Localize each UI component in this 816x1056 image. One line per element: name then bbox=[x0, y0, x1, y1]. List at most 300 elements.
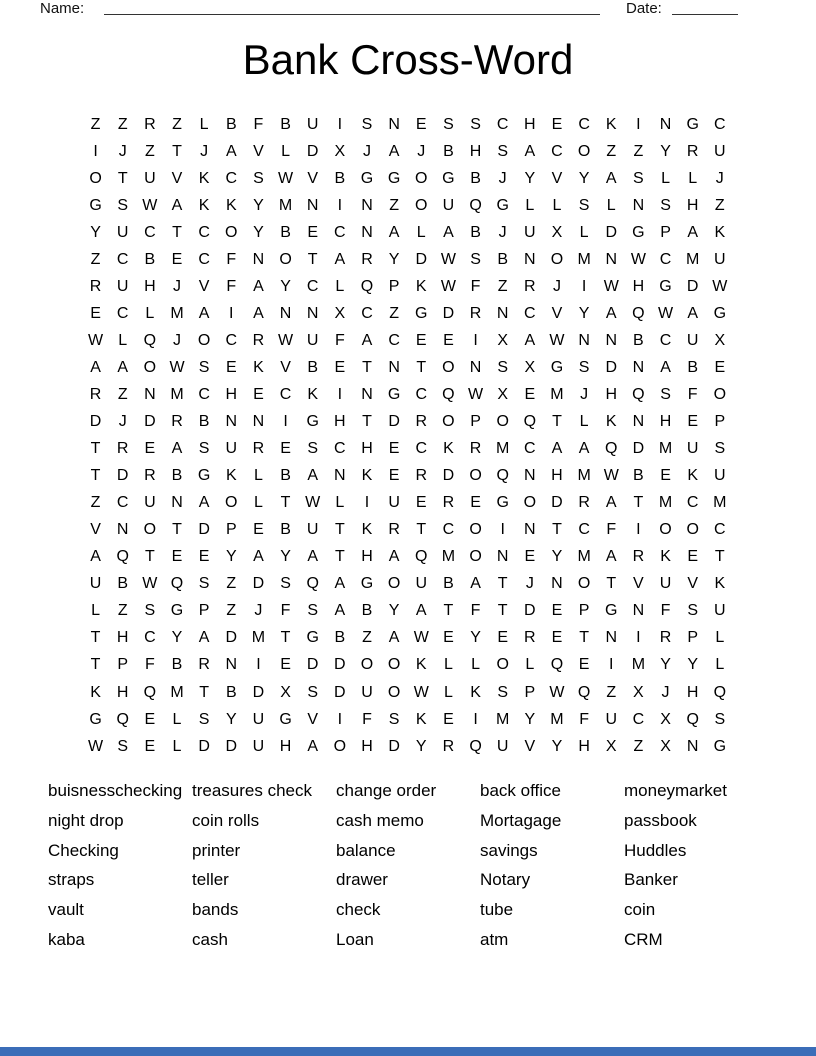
grid-letter: B bbox=[470, 169, 481, 187]
grid-letter: R bbox=[388, 521, 400, 539]
grid-letter: J bbox=[498, 223, 507, 241]
grid-letter: A bbox=[687, 223, 698, 241]
grid-letter: S bbox=[144, 602, 156, 620]
grid-letter: O bbox=[415, 169, 428, 187]
grid-letter: G bbox=[415, 304, 428, 322]
grid-letter: V bbox=[171, 169, 183, 187]
grid-letter: I bbox=[337, 115, 343, 133]
grid-letter: K bbox=[714, 575, 726, 593]
grid-letter: E bbox=[144, 710, 156, 728]
grid-letter: Q bbox=[442, 385, 455, 403]
grid-letter: R bbox=[252, 331, 265, 349]
page-title: Bank Cross-Word bbox=[242, 36, 574, 83]
grid-letter: F bbox=[362, 710, 372, 728]
grid-letter: N bbox=[605, 250, 618, 268]
word-list-item: check bbox=[336, 900, 381, 920]
grid-letter: V bbox=[633, 575, 644, 593]
grid-letter: S bbox=[660, 385, 671, 403]
grid-letter: M bbox=[496, 710, 510, 728]
grid-letter: N bbox=[496, 304, 509, 322]
grid-letter: Z bbox=[117, 385, 128, 403]
grid-letter: B bbox=[171, 467, 183, 485]
grid-letter: M bbox=[170, 385, 184, 403]
grid-letter: B bbox=[198, 413, 210, 431]
word-list bbox=[0, 776, 816, 966]
grid-letter: N bbox=[306, 304, 319, 322]
grid-letter: N bbox=[361, 385, 373, 403]
grid-letter: Y bbox=[388, 602, 400, 620]
grid-letter: Z bbox=[144, 142, 155, 160]
grid-letter: A bbox=[253, 277, 264, 295]
grid-letter: P bbox=[117, 656, 129, 674]
grid-letter: H bbox=[686, 196, 699, 214]
grid-letter: I bbox=[364, 494, 370, 512]
grid-letter: E bbox=[660, 467, 671, 485]
grid-letter: L bbox=[91, 602, 101, 620]
grid-letter: B bbox=[687, 358, 698, 376]
grid-letter: Z bbox=[90, 494, 101, 512]
grid-letter: H bbox=[578, 737, 590, 755]
grid-letter: L bbox=[335, 277, 345, 295]
grid-letter: R bbox=[252, 440, 265, 458]
grid-letter: M bbox=[441, 548, 456, 566]
grid-letter: I bbox=[93, 142, 98, 160]
grid-letter: J bbox=[254, 602, 263, 620]
grid-letter: H bbox=[659, 413, 672, 431]
grid-letter: N bbox=[605, 331, 618, 349]
grid-letter: M bbox=[658, 494, 673, 512]
grid-letter: S bbox=[253, 169, 264, 187]
grid-letter: O bbox=[415, 196, 428, 214]
word-list-item: change order bbox=[336, 781, 437, 800]
grid-letter: Y bbox=[551, 737, 563, 755]
grid-letter: G bbox=[713, 737, 727, 755]
grid-letter: N bbox=[605, 629, 618, 647]
grid-letter: W bbox=[169, 358, 185, 376]
grid-letter: X bbox=[497, 385, 509, 403]
grid-letter: J bbox=[172, 331, 181, 349]
grid-letter: C bbox=[388, 331, 400, 349]
grid-letter: Y bbox=[551, 548, 563, 566]
grid-letter: V bbox=[253, 142, 264, 160]
grid-letter: G bbox=[442, 169, 455, 187]
grid-letter: T bbox=[416, 358, 427, 376]
grid-letter: U bbox=[686, 331, 699, 349]
grid-letter: N bbox=[632, 358, 645, 376]
grid-letter: G bbox=[496, 196, 509, 214]
grid-letter: N bbox=[524, 467, 536, 485]
grid-letter: W bbox=[413, 629, 429, 647]
grid-letter: Q bbox=[415, 548, 428, 566]
grid-letter: G bbox=[306, 629, 319, 647]
grid-letter: R bbox=[144, 467, 156, 485]
grid-letter: A bbox=[388, 142, 400, 160]
grid-letter: N bbox=[171, 494, 183, 512]
grid-letter: K bbox=[198, 196, 210, 214]
grid-letter: C bbox=[279, 385, 292, 403]
grid-letter: N bbox=[659, 115, 672, 133]
grid-letter: A bbox=[443, 223, 454, 241]
grid-letter: U bbox=[361, 683, 373, 701]
grid-letter: W bbox=[88, 737, 104, 755]
grid-letter: O bbox=[523, 494, 537, 512]
grid-letter: C bbox=[334, 440, 346, 458]
grid-letter: B bbox=[144, 250, 156, 268]
grid-letter: X bbox=[280, 683, 291, 701]
grid-letter: S bbox=[198, 358, 210, 376]
grid-letter: E bbox=[280, 440, 291, 458]
grid-letter: I bbox=[500, 521, 505, 539]
grid-letter: R bbox=[415, 467, 428, 485]
grid-letter: D bbox=[632, 440, 645, 458]
grid-letter: M bbox=[686, 250, 700, 268]
grid-letter: A bbox=[171, 440, 183, 458]
grid-letter: R bbox=[361, 250, 373, 268]
grid-letter: Y bbox=[578, 169, 590, 187]
grid-letter: Z bbox=[497, 277, 508, 295]
grid-letter: U bbox=[306, 521, 319, 539]
grid-letter: D bbox=[388, 737, 400, 755]
grid-letter: E bbox=[415, 115, 427, 133]
grid-letter: F bbox=[226, 277, 237, 295]
grid-letter: Z bbox=[606, 683, 617, 701]
grid-letter: X bbox=[714, 331, 726, 349]
grid-letter: E bbox=[714, 358, 726, 376]
grid-letter: N bbox=[632, 602, 645, 620]
grid-letter: N bbox=[578, 331, 590, 349]
grid-letter: K bbox=[415, 710, 427, 728]
grid-letter: G bbox=[632, 223, 645, 241]
grid-letter: M bbox=[170, 304, 184, 322]
grid-letter: T bbox=[552, 521, 562, 539]
grid-letter: S bbox=[497, 683, 509, 701]
grid-letter: O bbox=[469, 548, 482, 566]
grid-letter: E bbox=[687, 413, 698, 431]
grid-letter: C bbox=[116, 304, 129, 322]
grid-letter: C bbox=[225, 331, 238, 349]
grid-letter: Q bbox=[550, 656, 564, 674]
grid-letter: F bbox=[144, 656, 155, 674]
grid-letter: B bbox=[225, 115, 237, 133]
grid-letter: G bbox=[387, 169, 401, 187]
grid-letter: Z bbox=[226, 602, 237, 620]
grid-letter: R bbox=[116, 440, 129, 458]
grid-letter: C bbox=[306, 277, 319, 295]
word-list-item: buisnesschecking bbox=[48, 781, 183, 800]
grid-letter: L bbox=[525, 656, 535, 674]
grid-letter: T bbox=[362, 358, 372, 376]
grid-letter: O bbox=[713, 385, 727, 403]
grid-letter: C bbox=[659, 331, 672, 349]
grid-letter: A bbox=[90, 548, 101, 566]
grid-letter: H bbox=[469, 142, 482, 160]
grid-letter: I bbox=[337, 385, 343, 403]
grid-letter: K bbox=[470, 683, 481, 701]
word-list-item: balance bbox=[336, 840, 396, 860]
grid-letter: T bbox=[90, 629, 101, 647]
grid-letter: U bbox=[714, 467, 726, 485]
grid-letter: R bbox=[469, 440, 482, 458]
grid-letter: A bbox=[388, 223, 400, 241]
word-list-column bbox=[336, 776, 436, 955]
grid-letter: Y bbox=[388, 250, 400, 268]
grid-letter: K bbox=[605, 413, 617, 431]
grid-letter: B bbox=[443, 575, 454, 593]
grid-letter: L bbox=[443, 656, 453, 674]
grid-letter: R bbox=[524, 277, 536, 295]
grid-letter: D bbox=[252, 683, 265, 701]
grid-letter: C bbox=[334, 223, 346, 241]
grid-letter: E bbox=[388, 440, 400, 458]
grid-letter: E bbox=[687, 548, 698, 566]
grid-letter: E bbox=[551, 629, 563, 647]
grid-letter: Y bbox=[253, 196, 264, 214]
grid-letter: N bbox=[632, 413, 645, 431]
grid-letter: G bbox=[686, 115, 699, 133]
grid-letter: A bbox=[605, 548, 617, 566]
grid-letter: K bbox=[443, 440, 454, 458]
grid-letter: A bbox=[470, 575, 481, 593]
grid-letter: Y bbox=[253, 223, 264, 241]
word-list-item: cash memo bbox=[336, 810, 424, 830]
word-list-item: treasures check bbox=[192, 781, 312, 800]
grid-letter: C bbox=[496, 115, 509, 133]
grid-letter: L bbox=[688, 169, 698, 187]
grid-letter: V bbox=[687, 575, 698, 593]
grid-letter: Y bbox=[578, 304, 590, 322]
grid-letter: W bbox=[142, 575, 158, 593]
grid-letter: K bbox=[253, 358, 264, 376]
grid-letter: U bbox=[116, 277, 129, 295]
grid-letter: C bbox=[415, 440, 428, 458]
grid-letter: W bbox=[549, 331, 565, 349]
grid-letter: D bbox=[605, 358, 618, 376]
grid-letter: T bbox=[172, 142, 182, 160]
grid-letter: H bbox=[605, 385, 618, 403]
word-list-item: Mortagage bbox=[480, 810, 562, 830]
grid-letter: U bbox=[306, 331, 319, 349]
grid-letter: B bbox=[280, 467, 291, 485]
grid-letter: W bbox=[712, 277, 728, 295]
grid-letter: T bbox=[199, 683, 210, 701]
grid-letter: U bbox=[89, 575, 102, 593]
grid-letter: C bbox=[551, 142, 563, 160]
grid-letter: E bbox=[524, 385, 536, 403]
grid-letter: B bbox=[633, 331, 644, 349]
grid-letter: H bbox=[551, 467, 563, 485]
word-search-grid bbox=[82, 111, 733, 760]
grid-letter: O bbox=[225, 223, 238, 241]
grid-letter: S bbox=[307, 683, 319, 701]
grid-letter: K bbox=[361, 467, 373, 485]
grid-letter: S bbox=[470, 115, 481, 133]
grid-letter: U bbox=[714, 142, 726, 160]
grid-letter: U bbox=[225, 440, 238, 458]
grid-letter: S bbox=[687, 602, 698, 620]
grid-letter: I bbox=[473, 331, 478, 349]
grid-letter: G bbox=[659, 277, 672, 295]
grid-letter: S bbox=[714, 440, 726, 458]
grid-letter: K bbox=[307, 385, 319, 403]
grid-letter: J bbox=[118, 142, 127, 160]
grid-letter: G bbox=[605, 602, 618, 620]
grid-letter: G bbox=[197, 467, 211, 485]
word-list-item: passbook bbox=[624, 810, 697, 830]
date-fill-in-line bbox=[672, 14, 738, 15]
grid-letter: S bbox=[198, 575, 210, 593]
grid-letter: T bbox=[552, 413, 562, 431]
grid-letter: Q bbox=[632, 304, 645, 322]
grid-letter: D bbox=[605, 223, 618, 241]
grid-letter: D bbox=[225, 737, 238, 755]
grid-letter: J bbox=[525, 575, 534, 593]
grid-letter: W bbox=[630, 250, 646, 268]
grid-letter: U bbox=[252, 710, 265, 728]
grid-letter: Q bbox=[170, 575, 184, 593]
grid-letter: E bbox=[443, 710, 454, 728]
grid-letter: E bbox=[253, 521, 264, 539]
grid-letter: I bbox=[337, 710, 343, 728]
grid-letter: Y bbox=[280, 277, 291, 295]
grid-letter: G bbox=[496, 494, 509, 512]
grid-letter: T bbox=[172, 223, 182, 241]
grid-letter: G bbox=[360, 169, 374, 187]
grid-letter: U bbox=[605, 710, 618, 728]
grid-letter: O bbox=[197, 331, 211, 349]
grid-letter: N bbox=[361, 223, 373, 241]
grid-letter: U bbox=[144, 169, 156, 187]
grid-letter: E bbox=[470, 494, 481, 512]
grid-letter: E bbox=[171, 548, 183, 566]
grid-letter: K bbox=[687, 467, 698, 485]
grid-letter: N bbox=[144, 385, 156, 403]
grid-letter: O bbox=[143, 521, 157, 539]
grid-letter: O bbox=[469, 521, 482, 539]
grid-letter: A bbox=[388, 629, 400, 647]
grid-letter: R bbox=[469, 304, 482, 322]
grid-letter: W bbox=[549, 683, 565, 701]
grid-letter: Z bbox=[633, 142, 644, 160]
grid-letter: C bbox=[361, 304, 373, 322]
grid-letter: N bbox=[361, 196, 373, 214]
grid-letter: M bbox=[170, 683, 184, 701]
grid-letter: Z bbox=[172, 115, 182, 133]
grid-letter: W bbox=[413, 683, 429, 701]
grid-letter: P bbox=[687, 629, 698, 647]
grid-letter: K bbox=[225, 467, 237, 485]
grid-letter: G bbox=[279, 710, 292, 728]
grid-letter: L bbox=[145, 304, 155, 322]
grid-letter: J bbox=[200, 142, 209, 160]
grid-letter: M bbox=[577, 548, 591, 566]
grid-letter: B bbox=[280, 223, 291, 241]
word-list-item: Checking bbox=[48, 840, 119, 860]
grid-letter: T bbox=[497, 602, 508, 620]
grid-letter: L bbox=[715, 656, 725, 674]
grid-letter: P bbox=[660, 223, 671, 241]
grid-letter: V bbox=[551, 169, 563, 187]
grid-letter: H bbox=[686, 683, 699, 701]
grid-letter: T bbox=[90, 467, 101, 485]
grid-letter: R bbox=[578, 494, 590, 512]
grid-letter: X bbox=[660, 710, 671, 728]
grid-letter: A bbox=[415, 602, 427, 620]
grid-letter: I bbox=[473, 710, 478, 728]
grid-letter: J bbox=[417, 142, 426, 160]
grid-letter: G bbox=[170, 602, 184, 620]
word-list-item: Huddles bbox=[624, 840, 687, 860]
grid-letter: N bbox=[388, 115, 400, 133]
grid-letter: Z bbox=[362, 629, 372, 647]
grid-letter: G bbox=[306, 413, 319, 431]
grid-letter: O bbox=[143, 358, 157, 376]
word-list-column bbox=[48, 776, 182, 955]
grid-letter: T bbox=[362, 413, 372, 431]
name-label: Name: bbox=[40, 0, 85, 17]
grid-letter: A bbox=[253, 304, 264, 322]
grid-letter: D bbox=[388, 413, 400, 431]
grid-letter: A bbox=[171, 196, 183, 214]
grid-letter: P bbox=[225, 521, 237, 539]
grid-letter: O bbox=[442, 413, 455, 431]
word-list-item: Loan bbox=[336, 929, 374, 949]
grid-letter: N bbox=[252, 250, 265, 268]
grid-letter: S bbox=[117, 737, 129, 755]
grid-letter: U bbox=[306, 115, 319, 133]
grid-letter: Q bbox=[116, 710, 129, 728]
grid-letter: F bbox=[660, 602, 671, 620]
grid-letter: L bbox=[443, 683, 453, 701]
grid-letter: X bbox=[524, 358, 536, 376]
grid-letter: C bbox=[116, 250, 129, 268]
grid-letter: E bbox=[524, 548, 536, 566]
grid-letter: Z bbox=[633, 737, 644, 755]
word-list-item: back office bbox=[480, 781, 561, 800]
grid-letter: C bbox=[116, 494, 129, 512]
grid-letter: B bbox=[225, 683, 237, 701]
grid-letter: Z bbox=[117, 115, 128, 133]
word-list-item: coin rolls bbox=[192, 810, 260, 830]
grid-letter: L bbox=[281, 142, 290, 160]
grid-letter: H bbox=[361, 440, 373, 458]
grid-letter: Y bbox=[687, 656, 698, 674]
grid-letter: C bbox=[714, 521, 726, 539]
grid-letter: V bbox=[90, 521, 101, 539]
grid-letter: S bbox=[714, 710, 726, 728]
grid-letter: O bbox=[387, 575, 401, 593]
grid-letter: E bbox=[497, 629, 509, 647]
grid-letter: Q bbox=[143, 331, 157, 349]
grid-letter: P bbox=[388, 277, 400, 295]
grid-letter: B bbox=[117, 575, 129, 593]
grid-letter: R bbox=[89, 385, 102, 403]
grid-letter: T bbox=[416, 521, 427, 539]
grid-letter: F bbox=[470, 602, 481, 620]
grid-letter: C bbox=[442, 521, 455, 539]
word-list-item: savings bbox=[480, 840, 538, 860]
grid-letter: N bbox=[524, 521, 536, 539]
word-list-item: cash bbox=[192, 929, 228, 949]
grid-letter: M bbox=[577, 250, 591, 268]
grid-letter: A bbox=[253, 548, 264, 566]
grid-letter: D bbox=[442, 304, 455, 322]
grid-letter: I bbox=[636, 629, 641, 647]
grid-letter: A bbox=[687, 304, 698, 322]
grid-letter: N bbox=[469, 358, 482, 376]
grid-letter: O bbox=[387, 683, 401, 701]
grid-letter: N bbox=[225, 413, 238, 431]
grid-letter: J bbox=[118, 413, 127, 431]
